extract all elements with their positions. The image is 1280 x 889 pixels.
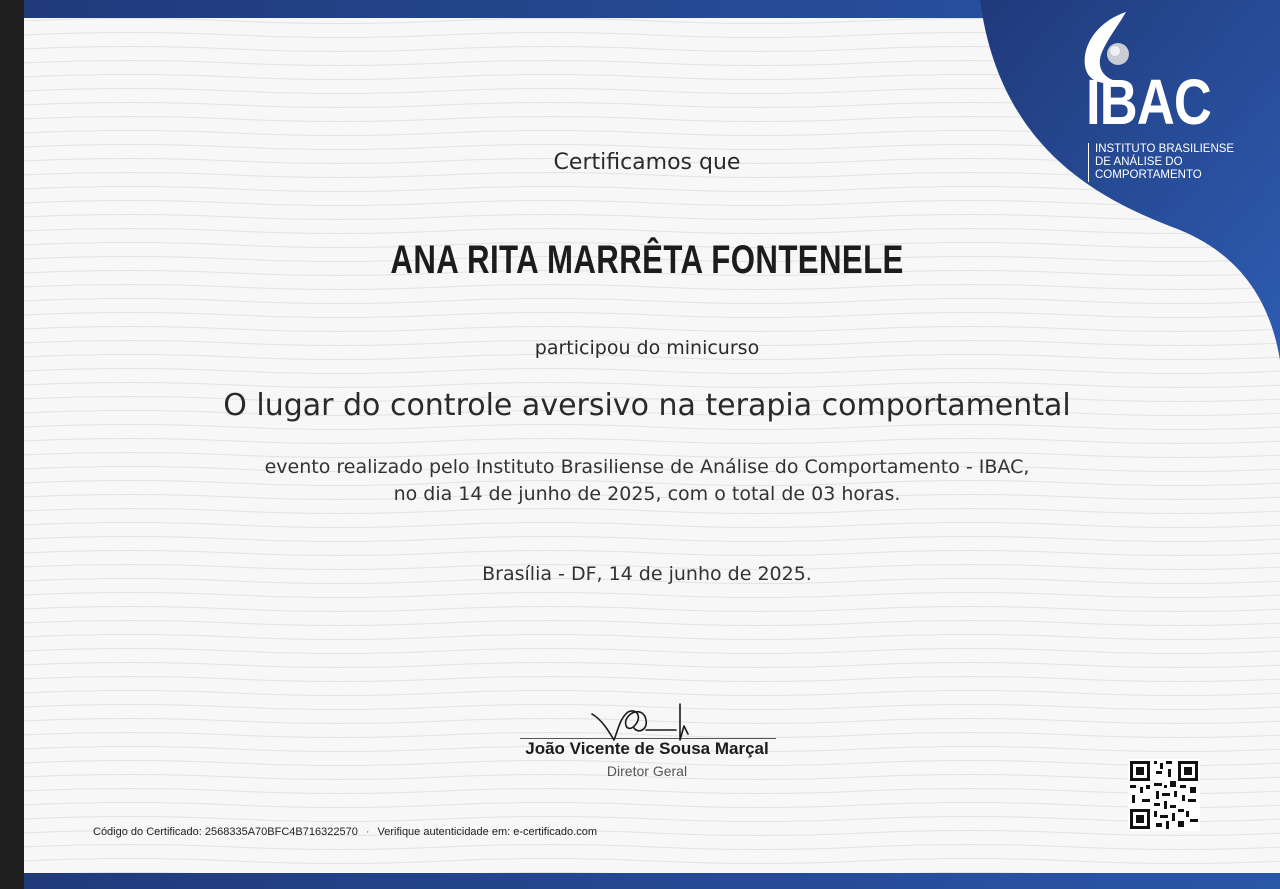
certificate-intro: Certificamos que — [553, 150, 741, 175]
certificate-footer — [93, 826, 597, 838]
event-description — [24, 454, 1270, 508]
course-title: O lugar do controle aversivo na terapia comportamental — [223, 388, 1071, 423]
event-line: no dia 14 de junho de 2025, com o total de 03 horas. — [393, 483, 901, 505]
footer-separator: · — [365, 826, 370, 838]
participation-text: participou do minicurso — [534, 337, 760, 359]
place-date: Brasília - DF, 14 de junho de 2025. — [482, 563, 812, 585]
verify-link[interactable]: Verifique autenticidade em: e-certificado.com — [377, 826, 597, 838]
certificate-code: Código do Certificado: 2568335A70BFC4B716322570 — [93, 826, 358, 838]
bottom-band — [24, 873, 1280, 889]
signer-name: João Vicente de Sousa Marçal — [525, 739, 769, 758]
recipient-name-text: ANA RITA MARRÊTA FONTENELE — [390, 238, 904, 282]
logo-wordmark: IBAC — [1086, 66, 1211, 138]
qr-code-icon[interactable] — [1128, 759, 1200, 831]
logo-subtitle-line: INSTITUTO BRASILIENSE — [1095, 143, 1235, 155]
logo-subtitle-line: COMPORTAMENTO — [1095, 169, 1202, 181]
event-line: evento realizado pelo Instituto Brasiliense de Análise do Comportamento - IBAC, — [264, 456, 1030, 478]
signer-role: Diretor Geral — [606, 763, 688, 779]
logo-subtitle-line: DE ANÁLISE DO — [1095, 156, 1183, 168]
recipient-name — [24, 238, 1270, 283]
viewer-left-edge — [0, 0, 24, 889]
